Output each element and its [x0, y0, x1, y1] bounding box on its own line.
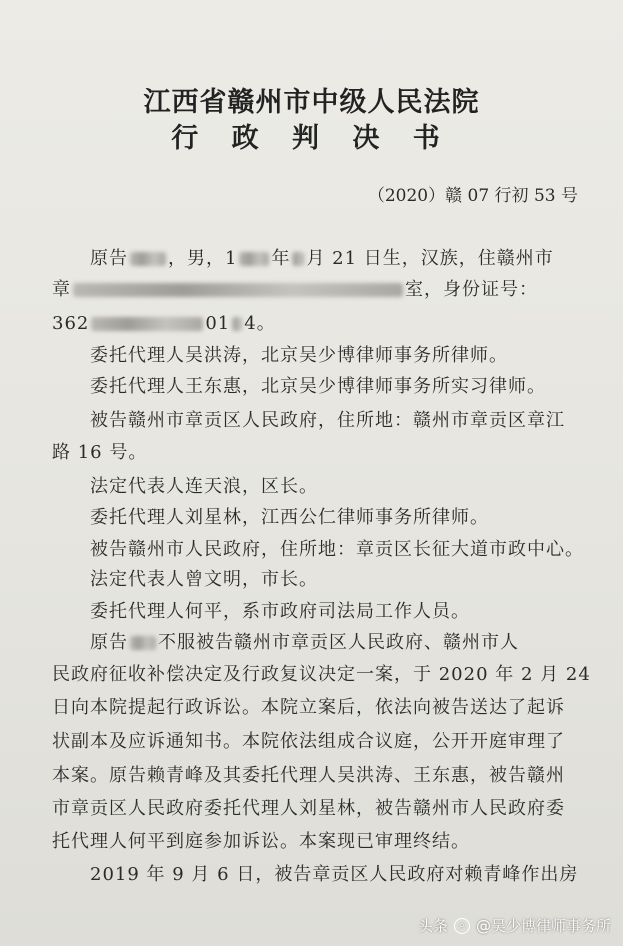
legal-rep-line-2: 法定代表人曾文明，市长。	[90, 569, 318, 590]
case-para-line-5: 本案。原告赖青峰及其委托代理人吴洪涛、王东惠，被告赣州	[52, 765, 565, 786]
plaintiff-line-3: 362 01 4。	[52, 313, 276, 334]
redaction	[239, 252, 269, 266]
agent-line-3: 委托代理人刘星林，江西公仁律师事务所律师。	[90, 507, 489, 528]
watermark-handle: @吴少博律师事务所	[475, 917, 611, 935]
document-title: 行 政 判 决 书	[171, 123, 452, 154]
plaintiff-line-1: 原告 ，男，1 年 月 21 日生，汉族，住赣州市	[90, 248, 554, 269]
case-para-line-1: 原告 不服被告赣州市章贡区人民政府、赣州市人	[90, 632, 519, 653]
defendant-line-3: 被告赣州市人民政府，住所地：章贡区长征大道市政中心。	[90, 539, 584, 560]
redaction	[232, 317, 242, 331]
search-icon: ⌕	[454, 918, 470, 934]
redaction	[130, 636, 156, 650]
court-name: 江西省赣州市中级人民法院	[143, 87, 480, 118]
redaction	[91, 317, 203, 331]
agent-line-1: 委托代理人吴洪涛，北京吴少博律师事务所律师。	[90, 345, 508, 366]
plaintiff-line-2: 章 室，身份证号：	[52, 279, 538, 300]
case-para-line-7: 托代理人何平到庭参加诉讼。本案现已审理终结。	[52, 831, 470, 852]
case-para-line-2: 民政府征收补偿决定及行政复议决定一案，于 2020 年 2 月 24	[52, 664, 591, 685]
agent-line-2: 委托代理人王东惠，北京吴少博律师事务所实习律师。	[90, 376, 546, 397]
legal-rep-line-1: 法定代表人连天浪，区长。	[90, 476, 318, 497]
redaction	[130, 252, 166, 266]
case-para-line-6: 市章贡区人民政府委托代理人刘星林，被告赣州市人民政府委	[52, 798, 565, 819]
case-para-line-3: 日向本院提起行政诉讼。本院立案后，依法向被告送达了起诉	[52, 697, 565, 718]
case-number: （2020）赣 07 行初 53 号	[367, 186, 578, 206]
watermark-prefix: 头条	[417, 917, 448, 935]
redaction	[73, 283, 403, 297]
facts-line-1: 2019 年 9 月 6 日，被告章贡区人民政府对赖青峰作出房	[90, 864, 579, 885]
defendant-line-2: 路 16 号。	[52, 442, 148, 463]
watermark	[418, 915, 611, 936]
defendant-line-1: 被告赣州市章贡区人民政府，住所地：赣州市章贡区章江	[90, 410, 565, 431]
agent-line-4: 委托代理人何平，系市政府司法局工作人员。	[90, 601, 470, 622]
case-para-line-4: 状副本及应诉通知书。本院依法组成合议庭，公开开庭审理了	[52, 731, 565, 752]
redaction	[292, 252, 304, 266]
